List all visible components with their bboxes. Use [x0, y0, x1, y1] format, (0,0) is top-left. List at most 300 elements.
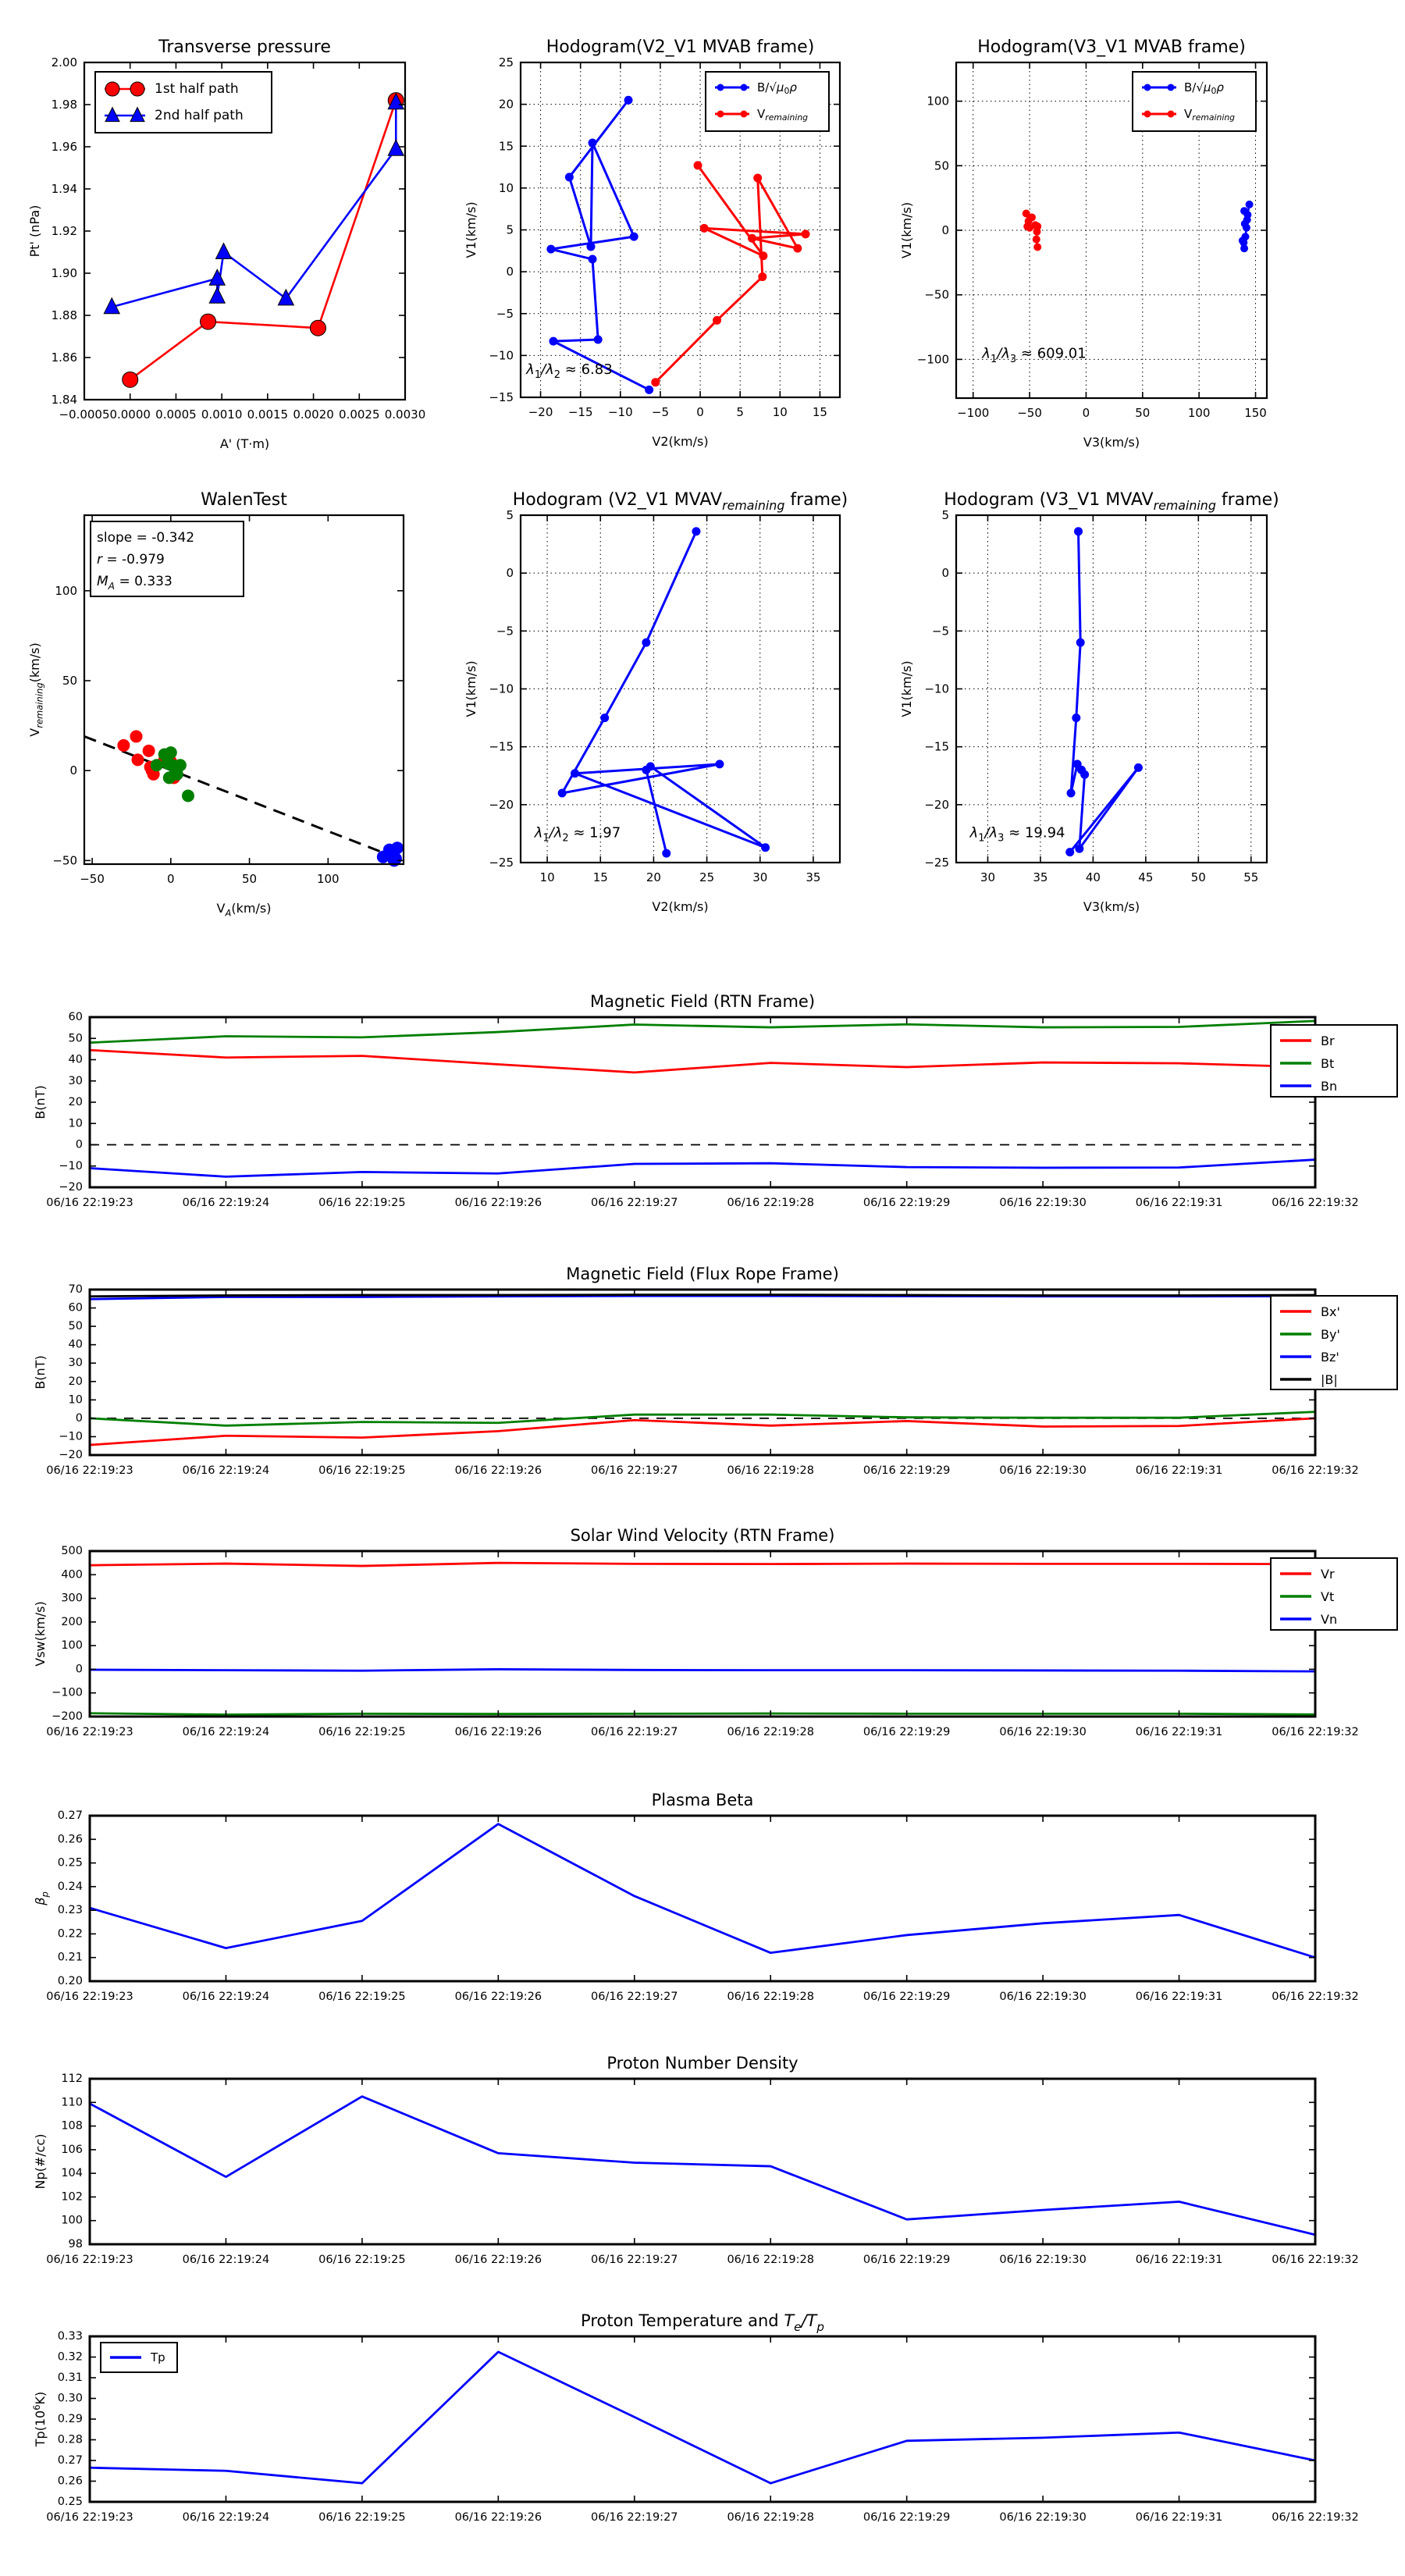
circle-marker: [123, 372, 138, 387]
y-tick-label: 5: [506, 222, 514, 237]
dot-marker: [692, 527, 700, 535]
x-tick-label: 06/16 22:19:26: [454, 1991, 542, 2003]
dot-marker: [165, 746, 177, 759]
dot-marker: [132, 753, 144, 766]
x-tick-label: 0.0005: [155, 407, 197, 422]
x-tick-label: 35: [806, 870, 821, 884]
x-tick-label: −15: [567, 405, 593, 419]
y-tick-label: 50: [68, 1032, 83, 1045]
dot-marker: [1076, 639, 1085, 647]
dot-marker: [594, 335, 603, 343]
y-tick-label: −20: [489, 797, 514, 812]
y-axis-label: $\beta_p$: [33, 1891, 51, 1905]
y-tick-label: 400: [61, 1568, 83, 1582]
x-tick-label: −0.0005: [59, 407, 110, 422]
x-tick-label: 06/16 22:19:25: [318, 1726, 406, 1738]
x-tick-label: 06/16 22:19:24: [182, 1991, 270, 2003]
series-Tp-line: [90, 2352, 1315, 2483]
x-tick-label: −100: [957, 406, 990, 420]
dot-marker: [1144, 84, 1151, 91]
panel-plasma-beta: [33, 1791, 1359, 2003]
panel-hodogram-v2v1-mvab: [464, 37, 840, 449]
y-tick-label: 110: [61, 2096, 83, 2109]
y-tick-label: 20: [498, 97, 514, 112]
x-tick-label: 06/16 22:19:25: [318, 1197, 406, 1209]
dot-marker: [589, 138, 597, 147]
y-tick-label: 5: [506, 508, 514, 522]
dot-marker: [1074, 527, 1083, 535]
y-tick-label: −10: [489, 681, 514, 696]
panel-title: Magnetic Field (Flux Rope Frame): [566, 1265, 839, 1283]
y-tick-label: 5: [941, 508, 949, 522]
panel-transverse-pressure: [27, 37, 425, 451]
x-tick-label: 06/16 22:19:31: [1135, 1197, 1223, 1209]
x-tick-label: 06/16 22:19:24: [182, 2511, 270, 2524]
x-tick-label: 06/16 22:19:30: [999, 2511, 1087, 2524]
y-tick-label: 0.26: [57, 2475, 83, 2488]
y-tick-label: 1.92: [51, 224, 77, 238]
y-tick-label: 104: [61, 2167, 83, 2180]
dot-marker: [1067, 789, 1076, 798]
panel-hodogram-v2v1-mvav: [464, 490, 848, 914]
y-tick-label: 0.29: [57, 2413, 83, 2425]
y-tick-label: 108: [61, 2119, 83, 2133]
panel-title: Plasma Beta: [651, 1791, 754, 1809]
series-beta-p-line: [90, 1824, 1315, 1958]
x-tick-label: 06/16 22:19:25: [318, 2511, 406, 2524]
dot-marker: [753, 174, 762, 183]
dot-marker: [642, 639, 650, 647]
dot-marker: [630, 233, 638, 241]
dot-marker: [117, 739, 130, 752]
x-tick-label: 06/16 22:19:30: [999, 1726, 1087, 1738]
dot-marker: [759, 251, 767, 260]
y-axis-label: V1(km/s): [464, 660, 478, 717]
panel-title: Transverse pressure: [158, 37, 331, 57]
panel-title: Magnetic Field (RTN Frame): [589, 992, 816, 1011]
series-v-path-line: [1070, 532, 1139, 852]
x-axis-label: V3(km/s): [1083, 899, 1140, 914]
panel-title: Hodogram (V3_V1 $MVAV_{remaining}$ frame): [944, 490, 1279, 514]
x-tick-label: 06/16 22:19:23: [46, 2511, 133, 2524]
dot-marker: [1072, 713, 1080, 722]
x-tick-label: 06/16 22:19:27: [591, 2254, 678, 2266]
y-tick-label: 200: [61, 1615, 83, 1628]
x-tick-label: 06/16 22:19:29: [863, 1197, 951, 1209]
dot-marker: [143, 745, 155, 757]
dot-marker: [1033, 228, 1040, 236]
x-tick-label: 06/16 22:19:32: [1272, 1197, 1359, 1209]
y-tick-label: 0: [941, 223, 949, 237]
series-Bn-line: [90, 1160, 1315, 1177]
x-tick-label: 5: [736, 405, 744, 419]
legend-label: Bz': [1321, 1349, 1339, 1364]
panel-hodogram-v3v1-mvav: [899, 490, 1279, 914]
y-axis-label: $Tp(10^6K)$: [30, 2391, 48, 2447]
series-Np-line: [90, 2097, 1315, 2235]
dot-marker: [1080, 770, 1089, 779]
y-tick-label: 100: [61, 1639, 83, 1653]
x-tick-label: 06/16 22:19:32: [1272, 1464, 1359, 1477]
x-tick-label: 55: [1243, 870, 1259, 884]
dot-marker: [693, 161, 702, 169]
panel-solar-wind-velocity: [33, 1526, 1397, 1738]
y-tick-label: 2.00: [51, 55, 77, 69]
x-tick-label: 06/16 22:19:23: [46, 1991, 133, 2003]
y-tick-label: −5: [496, 624, 514, 639]
y-tick-label: 0.30: [57, 2392, 83, 2405]
x-tick-label: 06/16 22:19:31: [1135, 2254, 1223, 2266]
x-tick-label: 06/16 22:19:32: [1272, 2254, 1359, 2266]
y-tick-label: 0: [69, 763, 77, 778]
x-tick-label: 06/16 22:19:27: [591, 1197, 678, 1209]
panel-title: Hodogram(V2_V1 MVAB frame): [546, 37, 815, 57]
y-tick-label: 0: [506, 265, 514, 279]
legend-label: Vt: [1321, 1589, 1335, 1604]
dot-marker: [645, 386, 653, 394]
x-axis-label: V2(km/s): [652, 434, 709, 449]
legend-label: Vr: [1321, 1566, 1335, 1582]
y-tick-label: 0.31: [57, 2371, 83, 2384]
x-tick-label: 15: [812, 405, 827, 419]
legend-label: |B|: [1321, 1372, 1338, 1387]
panel-proton-number-density: [33, 2054, 1359, 2266]
dot-marker: [793, 244, 802, 253]
x-tick-label: 06/16 22:19:23: [46, 1464, 133, 1477]
x-tick-label: 0.0025: [339, 407, 380, 422]
y-tick-label: −100: [916, 352, 949, 367]
x-axis-label: A' (T·m): [219, 436, 270, 451]
x-tick-label: 06/16 22:19:31: [1135, 1991, 1223, 2003]
x-tick-label: 06/16 22:19:27: [591, 1726, 678, 1738]
y-tick-label: 50: [934, 158, 949, 173]
circle-marker: [130, 82, 144, 96]
x-tick-label: −50: [1017, 406, 1042, 420]
y-tick-label: 40: [68, 1338, 83, 1351]
panel-title: Proton Number Density: [606, 2054, 799, 2073]
x-tick-label: 06/16 22:19:28: [727, 2511, 814, 2524]
y-tick-label: −25: [489, 856, 514, 870]
circle-marker: [310, 320, 325, 336]
series-Br-line: [90, 1050, 1315, 1073]
x-tick-label: 0: [696, 405, 704, 419]
y-tick-label: 15: [498, 139, 514, 154]
x-tick-label: −5: [651, 405, 669, 419]
y-axis-label: B(nT): [33, 1355, 48, 1389]
y-tick-label: −20: [59, 1181, 83, 1194]
x-tick-label: 40: [1085, 870, 1101, 884]
x-tick-label: 15: [592, 870, 608, 884]
dot-marker: [1246, 201, 1254, 208]
y-tick-label: 0: [941, 566, 949, 581]
x-tick-label: 06/16 22:19:31: [1135, 1726, 1223, 1738]
dot-marker: [1075, 845, 1083, 853]
series-Bx-prime-line: [90, 1418, 1315, 1445]
panel-hodogram-v3v1-mvab: [899, 37, 1267, 450]
panel-walen-test: [27, 490, 404, 918]
y-tick-label: −15: [489, 390, 514, 404]
legend-label: $B/√\mu_0\rho$: [757, 80, 797, 96]
y-tick-label: 20: [68, 1096, 83, 1108]
x-tick-label: 06/16 22:19:31: [1135, 1464, 1223, 1477]
dot-marker: [662, 849, 670, 858]
y-tick-label: 0: [75, 1663, 83, 1676]
dot-marker: [1134, 763, 1143, 772]
y-axis-label: Vsw(km/s): [33, 1601, 48, 1667]
x-tick-label: 25: [699, 870, 715, 884]
y-tick-label: 0: [75, 1411, 83, 1425]
x-tick-label: 06/16 22:19:25: [318, 1464, 406, 1477]
dot-marker: [651, 378, 660, 386]
x-tick-label: 100: [316, 872, 340, 886]
dot-marker: [802, 229, 810, 238]
y-tick-label: 0.26: [57, 1833, 83, 1846]
x-tick-label: 06/16 22:19:31: [1135, 2511, 1223, 2524]
y-tick-label: −15: [489, 739, 514, 754]
x-axis-label: $V_A(km/s)$: [216, 901, 272, 919]
x-tick-label: 0.0020: [293, 407, 334, 422]
dot-marker: [546, 245, 555, 254]
x-tick-label: 06/16 22:19:27: [591, 2511, 678, 2524]
y-tick-label: 1.96: [51, 140, 77, 154]
y-tick-label: 30: [68, 1357, 83, 1370]
y-tick-label: 1.98: [51, 98, 77, 112]
axes-frame: [90, 1290, 1315, 1455]
x-tick-label: 06/16 22:19:23: [46, 2254, 133, 2266]
legend-label: $B/√\mu_0\rho$: [1184, 80, 1224, 96]
x-tick-label: 06/16 22:19:29: [863, 1464, 951, 1477]
series-first-half-path-line: [130, 101, 397, 380]
y-tick-label: 1.90: [51, 266, 77, 280]
dot-marker: [549, 337, 557, 346]
panel-title: Solar Wind Velocity (RTN Frame): [570, 1526, 835, 1545]
dot-marker: [151, 759, 163, 771]
dot-marker: [1033, 244, 1041, 251]
dot-marker: [715, 760, 724, 768]
y-tick-label: 25: [498, 55, 514, 69]
dot-marker: [642, 766, 650, 774]
x-tick-label: 50: [1190, 870, 1206, 884]
triangle-marker: [388, 140, 404, 155]
y-tick-label: −200: [52, 1710, 83, 1723]
x-tick-label: 06/16 22:19:28: [727, 1197, 814, 1209]
x-tick-label: 06/16 22:19:29: [863, 2254, 951, 2266]
series-Vn-line: [90, 1669, 1315, 1671]
x-tick-label: 06/16 22:19:28: [727, 1464, 814, 1477]
x-tick-label: 06/16 22:19:26: [454, 1464, 542, 1477]
y-tick-label: 0.23: [57, 1904, 83, 1917]
dot-marker: [741, 84, 748, 91]
legend-label: Tp: [151, 2350, 165, 2364]
axes-frame: [90, 2079, 1315, 2244]
y-tick-label: −5: [931, 624, 949, 639]
x-tick-label: 06/16 22:19:29: [863, 1991, 951, 2003]
x-tick-label: 150: [1244, 406, 1267, 420]
legend-label: $V_{remaining}$: [757, 107, 809, 123]
dot-marker: [558, 789, 567, 798]
y-tick-label: 100: [927, 94, 949, 109]
series-Bt-line: [90, 1021, 1315, 1043]
triangle-marker: [215, 244, 231, 259]
axes-frame: [90, 1017, 1315, 1187]
dot-marker: [761, 843, 770, 852]
x-tick-label: −10: [607, 405, 633, 419]
y-tick-label: 30: [68, 1074, 83, 1087]
dot-marker: [717, 111, 724, 118]
y-tick-label: −10: [924, 681, 949, 696]
x-tick-label: 35: [1033, 870, 1048, 884]
panel-title: Hodogram(V3_V1 MVAB frame): [977, 37, 1246, 57]
panel-title: WalenTest: [201, 490, 287, 510]
dot-marker: [1243, 211, 1251, 219]
x-tick-label: 0.0010: [201, 407, 243, 422]
x-tick-label: 0: [1082, 406, 1090, 420]
x-tick-label: 06/16 22:19:28: [727, 2254, 814, 2266]
y-tick-label: 1.88: [51, 308, 77, 322]
dot-marker: [586, 242, 595, 251]
dot-marker: [1168, 111, 1175, 118]
fit-dashed-line: [84, 736, 404, 860]
legend-label: 2nd half path: [155, 108, 244, 123]
y-tick-label: 10: [68, 1393, 83, 1407]
x-tick-label: 100: [1187, 406, 1211, 420]
dot-marker: [713, 316, 721, 325]
y-tick-label: 70: [68, 1283, 83, 1296]
y-axis-label: V1(km/s): [464, 201, 478, 258]
x-tick-label: 06/16 22:19:26: [454, 1197, 542, 1209]
triangle-marker: [209, 287, 225, 303]
x-tick-label: 06/16 22:19:29: [863, 2511, 951, 2524]
x-tick-label: 06/16 22:19:26: [454, 1726, 542, 1738]
panel-magnetic-field-flux-rope: [33, 1265, 1397, 1477]
y-tick-label: −15: [924, 739, 949, 754]
y-tick-label: 106: [61, 2143, 83, 2156]
dot-marker: [565, 173, 574, 181]
y-tick-label: 10: [498, 180, 514, 195]
dot-marker: [571, 769, 579, 777]
y-tick-label: 112: [61, 2073, 83, 2085]
legend-label: 1st half path: [155, 81, 239, 97]
stats-line: $M_A = 0.333$: [97, 574, 173, 592]
y-tick-label: 1.86: [51, 350, 77, 365]
x-tick-label: 30: [980, 870, 996, 884]
y-tick-label: 98: [68, 2238, 83, 2250]
y-tick-label: −20: [59, 1449, 83, 1461]
y-tick-label: 0: [75, 1138, 83, 1151]
dot-marker: [1242, 233, 1250, 240]
x-tick-label: 06/16 22:19:30: [999, 1991, 1087, 2003]
circle-marker: [201, 314, 216, 329]
y-tick-label: 0.21: [57, 1951, 83, 1964]
x-tick-label: 06/16 22:19:24: [182, 2254, 270, 2266]
y-tick-label: 50: [62, 673, 77, 688]
x-tick-label: 06/16 22:19:24: [182, 1726, 270, 1738]
x-tick-label: 06/16 22:19:25: [318, 2254, 406, 2266]
dot-marker: [600, 713, 609, 722]
dot-marker: [1033, 236, 1040, 244]
circle-marker: [105, 82, 119, 96]
panel-magnetic-field-rtn: [33, 992, 1397, 1209]
y-axis-label: V1(km/s): [899, 201, 914, 259]
dot-marker: [758, 272, 767, 281]
y-tick-label: 0.33: [57, 2330, 83, 2343]
dot-marker: [748, 234, 756, 243]
x-tick-label: 06/16 22:19:28: [727, 1726, 814, 1738]
lambda-ratio-annotation: $\lambda_1/\lambda_3 \approx 19.94$: [969, 824, 1065, 845]
y-tick-label: 10: [68, 1117, 83, 1130]
y-tick-label: −25: [924, 856, 949, 870]
series-v-path-line: [562, 532, 765, 853]
dot-marker: [700, 224, 709, 233]
y-axis-label: Pt' (nPa): [27, 205, 42, 258]
stats-line: r = -0.979: [97, 552, 165, 568]
axes-frame: [90, 1816, 1315, 1981]
y-axis-label: Np(#/cc): [33, 2133, 48, 2190]
y-axis-label: B(nT): [33, 1085, 48, 1119]
x-tick-label: 06/16 22:19:23: [46, 1197, 133, 1209]
y-tick-label: 0.25: [57, 1856, 83, 1870]
legend-label: Vn: [1321, 1611, 1338, 1627]
lambda-ratio-annotation: $\lambda_1/\lambda_2 \approx 6.83$: [526, 361, 613, 382]
dot-marker: [589, 255, 597, 264]
x-tick-label: 06/16 22:19:32: [1272, 1991, 1359, 2003]
x-tick-label: 06/16 22:19:24: [182, 1197, 270, 1209]
x-tick-label: 06/16 22:19:30: [999, 2254, 1087, 2266]
y-tick-label: 0.27: [57, 1809, 83, 1822]
y-tick-label: 0.32: [57, 2350, 83, 2364]
x-tick-label: 30: [752, 870, 768, 884]
x-tick-label: 06/16 22:19:24: [182, 1464, 270, 1477]
y-tick-label: 50: [68, 1320, 83, 1333]
y-tick-label: 1.94: [51, 182, 77, 196]
x-tick-label: 06/16 22:19:30: [999, 1197, 1087, 1209]
x-tick-label: −50: [80, 872, 105, 886]
dot-marker: [624, 96, 633, 105]
dot-marker: [1028, 213, 1036, 221]
x-tick-label: 06/16 22:19:29: [863, 1726, 951, 1738]
panel-proton-temperature: [31, 2311, 1359, 2524]
y-tick-label: 60: [68, 1301, 83, 1315]
y-tick-label: 102: [61, 2190, 83, 2204]
series-v-remaining-line: [656, 165, 806, 382]
x-tick-label: 0: [167, 872, 175, 886]
y-tick-label: 0.22: [57, 1927, 83, 1941]
panel-title: Proton Temperature and $T_e/T_p$: [581, 2311, 824, 2334]
dot-marker: [741, 111, 748, 118]
y-tick-label: 40: [68, 1053, 83, 1066]
x-tick-label: 0.0030: [384, 407, 426, 422]
y-tick-label: 0.24: [57, 1880, 83, 1893]
dot-marker: [174, 759, 187, 771]
x-tick-label: 06/16 22:19:26: [454, 2254, 542, 2266]
x-tick-label: 06/16 22:19:30: [999, 1464, 1087, 1477]
x-tick-label: 0.0015: [247, 407, 289, 422]
x-tick-label: 06/16 22:19:27: [591, 1991, 678, 2003]
series-Vr-line: [90, 1563, 1315, 1566]
y-tick-label: 0: [506, 566, 514, 581]
dot-marker: [391, 841, 404, 854]
legend-label: Br: [1321, 1033, 1335, 1048]
triangle-marker: [209, 269, 225, 285]
dot-marker: [163, 771, 176, 784]
legend-label: Bn: [1321, 1078, 1338, 1094]
x-tick-label: 06/16 22:19:32: [1272, 2511, 1359, 2524]
panel-title: Hodogram (V2_V1 $MVAV_{remaining}$ frame): [512, 490, 848, 514]
axes-frame: [90, 1551, 1315, 1717]
y-tick-label: 100: [55, 583, 77, 598]
y-tick-label: 0.27: [57, 2454, 83, 2467]
y-axis-label: $V_{remaining}(km/s)$: [27, 642, 45, 737]
